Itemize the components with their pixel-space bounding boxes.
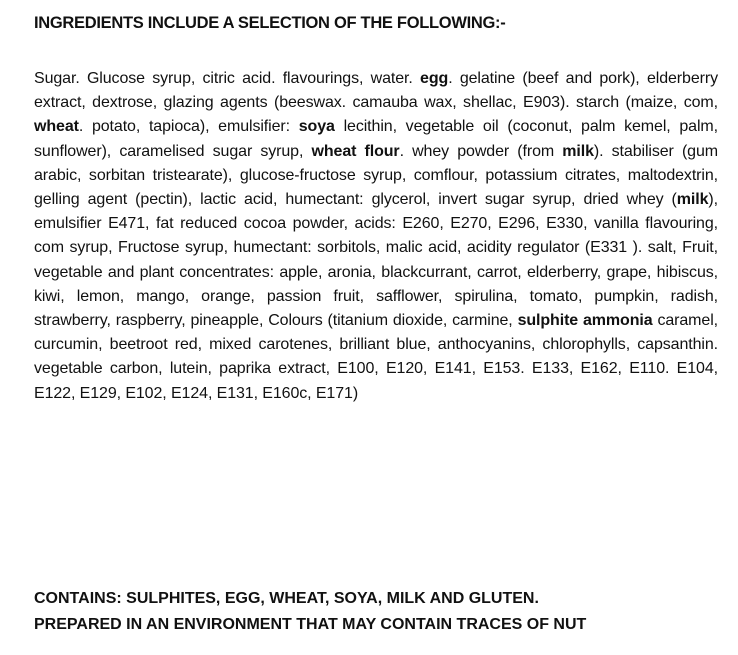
ingredient-text: . potato, tapioca), emulsifier: [78, 118, 299, 136]
ingredient-text: caramel, curcumin, beetroot red, mixed carotenes, brilliant blue, anthocyanins, chlorophylls, capsanthin. vegetable carbon, lutein, paprika extract, E100, E120, E141, E153. E133, E162, E110. E104, E122, E129, E102, E124, E131, E160c, E171) [34, 312, 718, 402]
allergen-word: sulphite ammonia [517, 312, 653, 330]
allergen-statement [34, 586, 586, 638]
ingredient-text: lecithin, vegetable oil (coconut, palm kemel, palm, sunflower), caramelised sugar syrup, [34, 118, 718, 160]
contains-allergens-line: CONTAINS: SULPHITES, EGG, WHEAT, SOYA, MILK AND GLUTEN. [34, 590, 539, 607]
allergen-word: egg [420, 70, 449, 87]
allergen-word: wheat flour [311, 142, 400, 160]
ingredients-list [34, 67, 718, 406]
allergen-word: wheat [34, 118, 79, 136]
ingredient-text: . whey powder (from [399, 142, 563, 160]
allergen-word: milk [562, 142, 594, 160]
ingredient-text: Sugar. Glucose syrup, citric acid. flavourings, water. [34, 70, 421, 87]
ingredient-text: ). stabiliser (gum arabic, sorbitan tristearate), glucose-fructose syrup, comflour, potassium citrates, maltodextrin, gelling agent (pectin), lactic acid, humectant: glycerol, invert sugar syrup, dried whey ( [34, 142, 719, 209]
ingredient-text: ), emulsifier E471, fat reduced cocoa powder, acids: E260, E270, E296, E330, vanilla flavouring, com syrup, Fructose syrup, humectant: sorbitols, malic acid, acidity regulator (E331 ). salt, Fruit, vegetable and plant concentrates: apple, aronia, blackcurrant, carrot, elderberry, grape, hibiscus, kiwi, lemon, mango, orange, passion fruit, safflower, spirulina, tomato, pumpkin, radish, strawberry, raspberry, pineapple, Colours (titanium dioxide, carmine, [34, 191, 718, 330]
allergen-word: milk [676, 191, 709, 209]
may-contain-warning-line: PREPARED IN AN ENVIRONMENT THAT MAY CONTAIN TRACES OF NUT [34, 616, 587, 633]
allergen-word: soya [298, 118, 335, 136]
ingredient-text: . gelatine (beef and pork), elderberry extract, dextrose, glazing agents (beeswax. camauba wax, shellac, E903). starch (maize, com, [34, 70, 718, 112]
ingredients-heading: INGREDIENTS INCLUDE A SELECTION OF THE FOLLOWING:- [34, 14, 506, 32]
